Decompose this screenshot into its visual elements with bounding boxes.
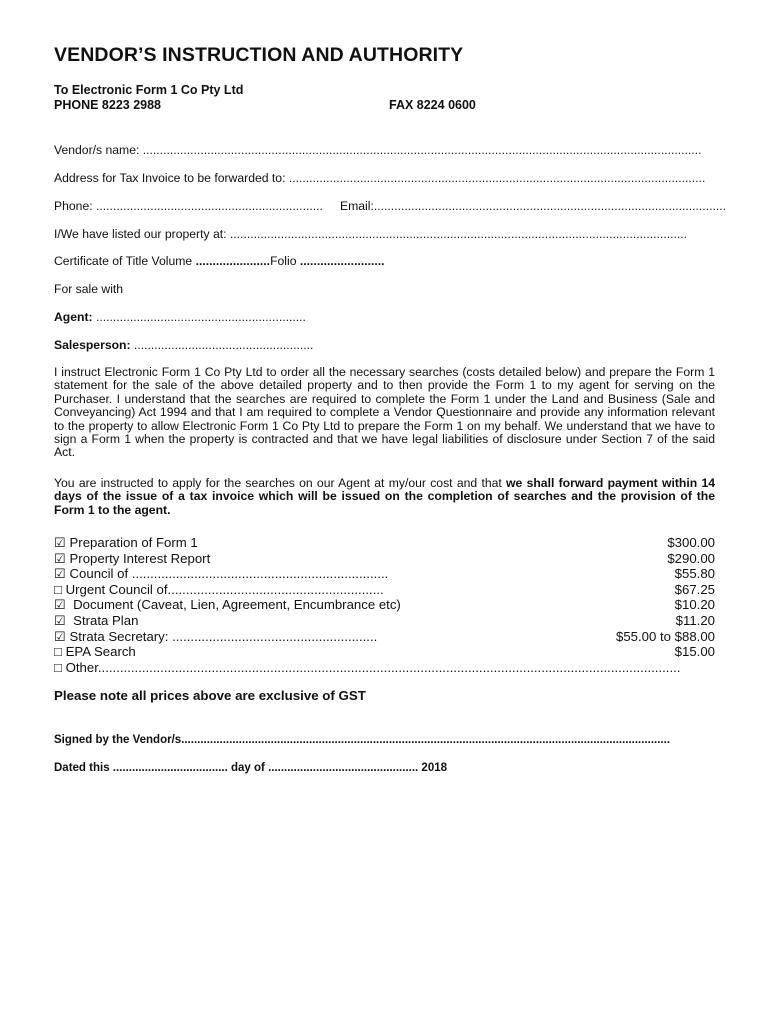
salesperson-label: Salesperson: [54, 338, 131, 352]
checkbox-checked-icon[interactable]: ☑ [54, 566, 66, 582]
payment-terms: we shall forward payment within 14 days of the issue of a tax invoice which will be issued on the completion of searches and the provision of the Form 1 to the agent. [54, 476, 715, 517]
payment-text: You are instructed to apply for the searches on our Agent at my/our cost and that [54, 476, 507, 490]
item-price: $300.00 [667, 535, 715, 550]
recipient-phone: PHONE 8223 2988 [54, 98, 162, 112]
vendor-name-field[interactable]: Vendor/s name: ..................................................................................................................................................................... [54, 143, 702, 157]
page-title: VENDOR’S INSTRUCTION AND AUTHORITY [54, 44, 464, 66]
item-price: $290.00 [667, 550, 715, 566]
property-address-field[interactable]: I/We have listed our property at: ....................................................................................................................................... [54, 227, 688, 241]
item-label: Urgent Council of........................................................... [61, 581, 384, 597]
agent-label: Agent: [54, 310, 93, 324]
item-price: $11.20 [675, 612, 715, 628]
list-item [54, 629, 715, 645]
checkbox-checked-icon[interactable]: ☑ [54, 628, 66, 644]
vendor-signature-field[interactable]: Signed by the Vendor/s......................................................................................................................................................... [54, 734, 671, 746]
item-label: Other............................................................................................................................................................... [61, 659, 681, 675]
for-sale-label: For sale with [54, 282, 124, 296]
search-items-list [54, 535, 715, 675]
item-price: $55.80 [674, 566, 715, 582]
salesperson-field[interactable]: ..................................................... [130, 338, 314, 352]
list-item [54, 566, 715, 582]
gst-note: Please note all prices above are exclusive of GST [54, 688, 366, 703]
item-label: Property Interest Report [69, 550, 211, 566]
item-label: EPA Search [61, 644, 136, 660]
certificate-label: Certificate of Title Volume [54, 254, 196, 268]
agent-field[interactable]: .............................................................. [92, 310, 306, 324]
checkbox-checked-icon[interactable]: ☑ [54, 550, 66, 566]
folio-field[interactable]: ......................... [299, 254, 385, 268]
recipient-fax: FAX 8224 0600 [389, 98, 476, 112]
item-label: Document (Caveat, Lien, Agreement, Encumbrance etc) [65, 597, 401, 613]
list-item [54, 597, 715, 613]
list-item [54, 613, 715, 629]
volume-field[interactable]: ...................... [195, 254, 271, 268]
date-field[interactable]: Dated this .................................... day of ............................................... 2018 [54, 762, 448, 774]
checkbox-empty-icon[interactable]: □ [54, 581, 62, 597]
list-item [54, 535, 715, 551]
item-price: $10.20 [674, 597, 715, 613]
item-price: $55.00 to $88.00 [616, 628, 715, 644]
checkbox-checked-icon[interactable]: ☑ [54, 597, 66, 613]
certificate-row [54, 254, 385, 268]
payment-paragraph [54, 477, 715, 517]
recipient-company: To Electronic Form 1 Co Pty Ltd [54, 83, 244, 97]
item-label: Strata Secretary: ........................................................ [69, 628, 378, 644]
email-field[interactable]: Email:........................................................................................................ [340, 199, 727, 213]
list-item [54, 582, 715, 598]
agent-row [54, 310, 306, 324]
list-item [54, 551, 715, 567]
item-label: Preparation of Form 1 [69, 535, 198, 550]
folio-label: Folio [270, 254, 300, 268]
item-price: $15.00 [674, 644, 715, 660]
instruction-paragraph: I instruct Electronic Form 1 Co Pty Ltd to order all the necessary searches (costs detailed below) and prepare the Form 1 statement for the sale of the above detailed property and to then provide the Form 1 to my agent for serving on the Purchaser. I understand that the searches are required to complete the Form 1 under the Land and Business (Sale and Conveyancing) Act 1994 and that I am required to complete a Vendor Questionnaire and provide any information relevant to the property to allow Electronic Form 1 Co Pty Ltd to prepare the Form 1 on my behalf. We understand that we have to sign a Form 1 when the property is contracted and that we have legal liabilities of disclosure under Section 7 of the said Act. [54, 365, 715, 460]
checkbox-empty-icon[interactable]: □ [54, 644, 62, 660]
item-label: Strata Plan [65, 612, 139, 628]
salesperson-row [54, 338, 313, 352]
checkbox-empty-icon[interactable]: □ [54, 659, 62, 675]
checkbox-checked-icon[interactable]: ☑ [54, 612, 66, 628]
list-item [54, 644, 715, 660]
address-field[interactable]: Address for Tax Invoice to be forwarded to: ........................................................................................................................... [54, 171, 706, 185]
item-label: Council of ...................................................................... [69, 566, 389, 582]
checkbox-checked-icon[interactable]: ☑ [54, 535, 66, 550]
item-price: $67.25 [674, 581, 715, 597]
phone-field[interactable]: Phone: ................................................................... [54, 199, 323, 213]
list-item [54, 660, 715, 676]
